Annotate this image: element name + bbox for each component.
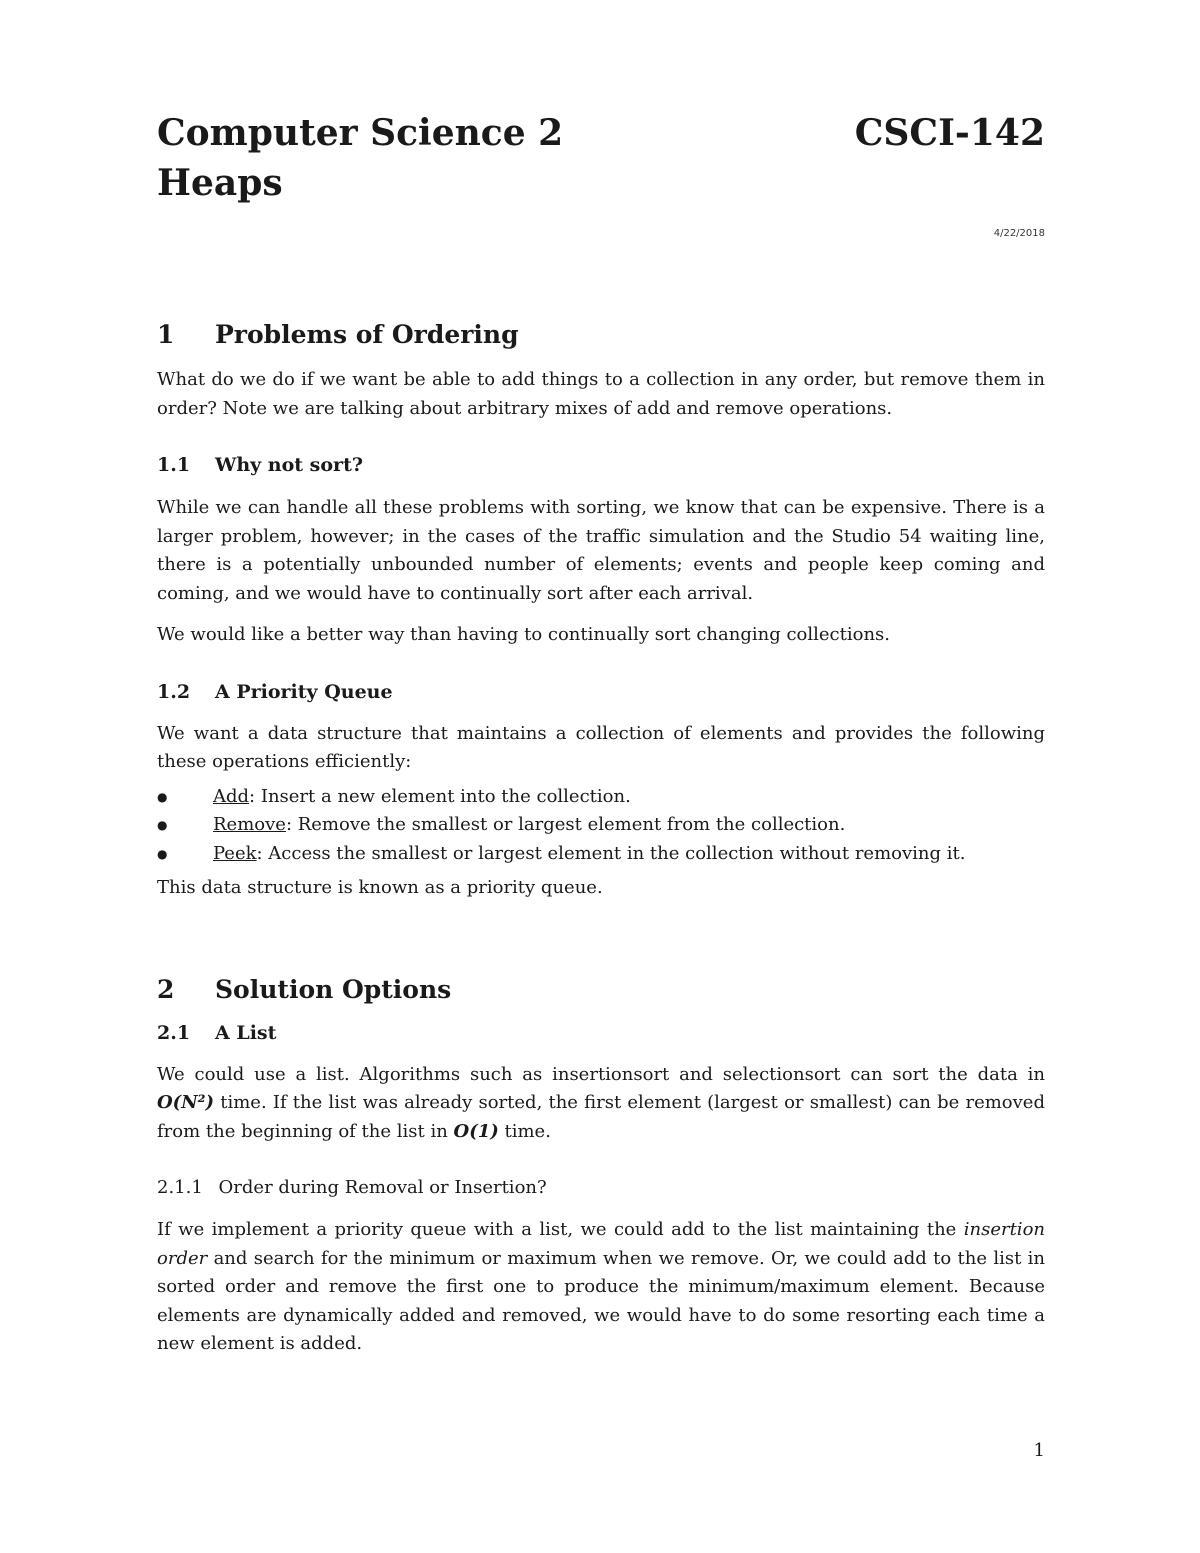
emphasis: insertion order	[157, 1219, 1045, 1269]
document-page	[157, 0, 1045, 1553]
list-term: Remove	[213, 814, 286, 835]
subsection-title: A List	[215, 1021, 277, 1044]
subsection-title: A Priority Queue	[215, 680, 393, 703]
subsection-title: Why not sort?	[215, 454, 363, 476]
section-heading	[157, 318, 1045, 352]
course-code: CSCI-142	[854, 112, 1045, 154]
section-number: 2	[157, 974, 175, 1004]
section-title: Solution Options	[215, 974, 452, 1004]
course-title: Computer Science 2	[157, 112, 564, 154]
section-number: 1	[157, 320, 175, 349]
section-title: Problems of Ordering	[215, 320, 519, 349]
subsubsection-heading	[157, 1174, 1045, 1202]
document-header	[157, 108, 1045, 208]
document-title: Heaps	[157, 162, 283, 204]
bullet-icon: ●	[157, 846, 168, 861]
subsubsection-title: Order during Removal or Insertion?	[218, 1177, 547, 1198]
paragraph: We want a data structure that maintains a collection of elements and provides the following these operations efficiently:	[157, 722, 1045, 772]
paragraph: We could use a list. Algorithms such as insertionsort and selectionsort can sort the data in O(N²) time. If the list was already sorted, the first element (largest or smallest) can be removed from the beginning of the list in O(1) time.	[157, 1063, 1045, 1142]
paragraph: This data structure is known as a priority queue.	[157, 877, 603, 898]
math-expression: O(N²)	[157, 1092, 215, 1113]
subsubsection-number: 2.1.1	[157, 1177, 203, 1198]
operations-list	[157, 783, 1045, 869]
paragraph: We would like a better way than having to continually sort changing collections.	[157, 624, 891, 645]
paragraph: What do we do if we want be able to add things to a collection in any order, but remove them in order? Note we are talking about arbitrary mixes of add and remove operations.	[157, 369, 1045, 419]
list-text: : Remove the smallest or largest element from the collection.	[285, 814, 846, 835]
math-expression: O(1)	[453, 1120, 499, 1142]
list-term: Add	[213, 785, 250, 807]
section-heading	[157, 973, 1045, 1007]
list-term: Peek	[213, 842, 257, 864]
paragraph: If we implement a priority queue with a list, we could add to the list maintaining the insertion order and search for the minimum or maximum when we remove. Or, we could add to the list in sorted order and remove the first one to produce the minimum/maximum element. Because elements are dynamically added and removed, we would have to do some resorting each time a new element is added.	[157, 1219, 1045, 1354]
page-number: 1	[1033, 1440, 1045, 1461]
paragraph: While we can handle all these problems with sorting, we know that can be expensive. There is a larger problem, however; in the cases of the traffic simulation and the Studio 54 waiting line, there is a potentially unbounded number of elements; events and people keep coming and coming, and we would have to continually sort after each arrival.	[157, 497, 1045, 604]
list-text: : Insert a new element into the collection.	[249, 785, 631, 807]
bullet-icon: ●	[157, 789, 168, 804]
subsection-number: 2.1	[157, 1021, 191, 1044]
list-item	[157, 783, 1045, 812]
list-item	[157, 840, 1045, 869]
subsection-number: 1.2	[157, 680, 191, 703]
document-body	[157, 318, 1045, 1359]
subsection-heading	[157, 1019, 1045, 1047]
list-item	[157, 811, 1045, 840]
subsection-heading	[157, 678, 1045, 706]
bullet-icon: ●	[157, 818, 168, 832]
document-date: 4/22/2018	[993, 228, 1045, 239]
subsection-heading	[157, 451, 1045, 479]
subsection-number: 1.1	[157, 454, 191, 476]
list-text: : Access the smallest or largest element in the collection without removing it.	[256, 842, 966, 864]
